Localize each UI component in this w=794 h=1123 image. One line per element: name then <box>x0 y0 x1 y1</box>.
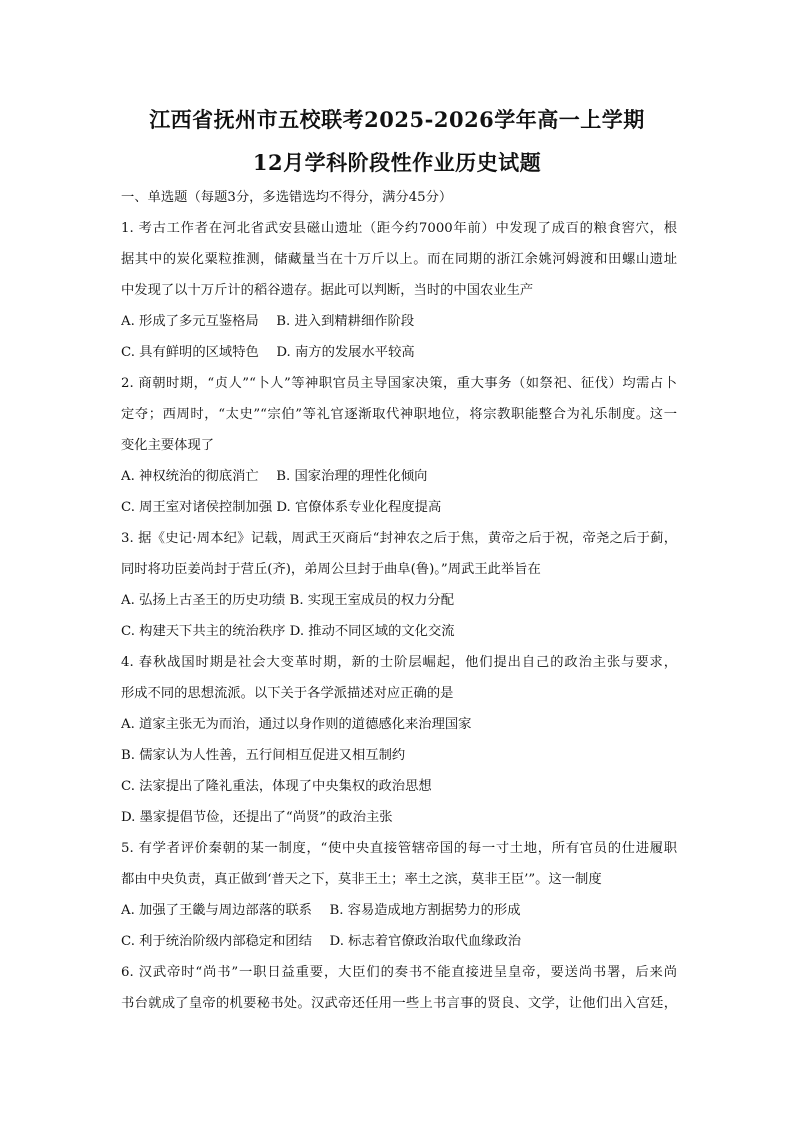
section-heading: 一、单选题（每题3分，多选错选均不得分，满分45分） <box>121 190 453 205</box>
question-1-line-1: 1. 考古工作者在河北省武安县磁山遗址（距今约7000年前）中发现了成百的粮食窖穴，根 <box>121 221 677 236</box>
question-1-options-cd: C. 具有鲜明的区域特色 D. 南方的发展水平较高 <box>121 345 415 360</box>
question-4-option-b: B. 儒家认为人性善，五行间相互促进又相互制约 <box>121 748 406 763</box>
question-5-options-cd: C. 利于统治阶级内部稳定和团结 D. 标志着官僚政治取代血缘政治 <box>121 934 522 949</box>
document-title-line-1: 江西省抚州市五校联考2025-2026学年高一上学期 <box>149 107 645 132</box>
question-2-options-ab: A. 神权统治的彻底消亡 B. 国家治理的理性化倾向 <box>121 469 428 484</box>
question-3-line-2: 同时将功臣姜尚封于营丘(齐)，弟周公旦封于曲阜(鲁)。”周武王此举旨在 <box>121 562 541 577</box>
question-4-option-a: A. 道家主张无为而治，通过以身作则的道德感化来治理国家 <box>121 717 472 732</box>
question-2-line-2: 定夺；西周时，“太史”“宗伯”等礼官逐渐取代神职地位，将宗教职能整合为礼乐制度。这一 <box>121 407 677 422</box>
question-1-line-2: 据其中的炭化粟粒推测，储藏量当在十万斤以上。而在同期的浙江余姚河姆渡和田螺山遗址 <box>121 252 677 267</box>
question-5-options-ab: A. 加强了王畿与周边部落的联系 B. 容易造成地方割据势力的形成 <box>121 903 521 918</box>
question-6-line-1: 6. 汉武帝时“尚书”一职日益重要，大臣们的奏书不能直接进呈皇帝，要送尚书署，后来尚 <box>121 965 677 980</box>
question-5-line-1: 5. 有学者评价秦朝的某一制度，“使中央直接管辖帝国的每一寸土地，所有官员的仕进履职 <box>121 841 677 856</box>
question-3-options-ab: A. 弘扬上古圣王的历史功绩 B. 实现王室成员的权力分配 <box>121 593 455 608</box>
question-4-line-2: 形成不同的思想流派。以下关于各学派描述对应正确的是 <box>121 686 454 701</box>
question-2-line-3: 变化主要体现了 <box>121 438 215 453</box>
question-5-line-2: 都由中央负责，真正做到‘普天之下，莫非王土；率土之滨，莫非王臣’”。这一制度 <box>121 872 602 887</box>
question-6-line-2: 书台就成了皇帝的机要秘书处。汉武帝还任用一些上书言事的贤良、文学，让他们出入宫廷， <box>121 996 677 1011</box>
question-3-line-1: 3. 据《史记·周本纪》记载，周武王灭商后“封神农之后于焦，黄帝之后于祝，帝尧之后于蓟， <box>121 531 677 546</box>
question-4-option-d: D. 墨家提倡节俭，还提出了“尚贤”的政治主张 <box>121 810 393 825</box>
question-4-option-c: C. 法家提出了隆礼重法，体现了中央集权的政治思想 <box>121 779 432 794</box>
document-title-line-2: 12月学科阶段性作业历史试题 <box>252 150 542 175</box>
question-2-line-1: 2. 商朝时期，“贞人”“卜人”等神职官员主导国家决策，重大事务（如祭祀、征伐）均需占卜 <box>121 376 677 391</box>
question-3-options-cd: C. 构建天下共主的统治秩序 D. 推动不同区域的文化交流 <box>121 624 455 639</box>
question-4-line-1: 4. 春秋战国时期是社会大变革时期，新的士阶层崛起，他们提出自己的政治主张与要求， <box>121 655 677 670</box>
question-1-line-3: 中发现了以十万斤计的稻谷遗存。据此可以判断，当时的中国农业生产 <box>121 283 534 298</box>
question-1-options-ab: A. 形成了多元互鉴格局 B. 进入到精耕细作阶段 <box>121 314 415 329</box>
question-2-options-cd: C. 周王室对诸侯控制加强 D. 官僚体系专业化程度提高 <box>121 500 442 515</box>
